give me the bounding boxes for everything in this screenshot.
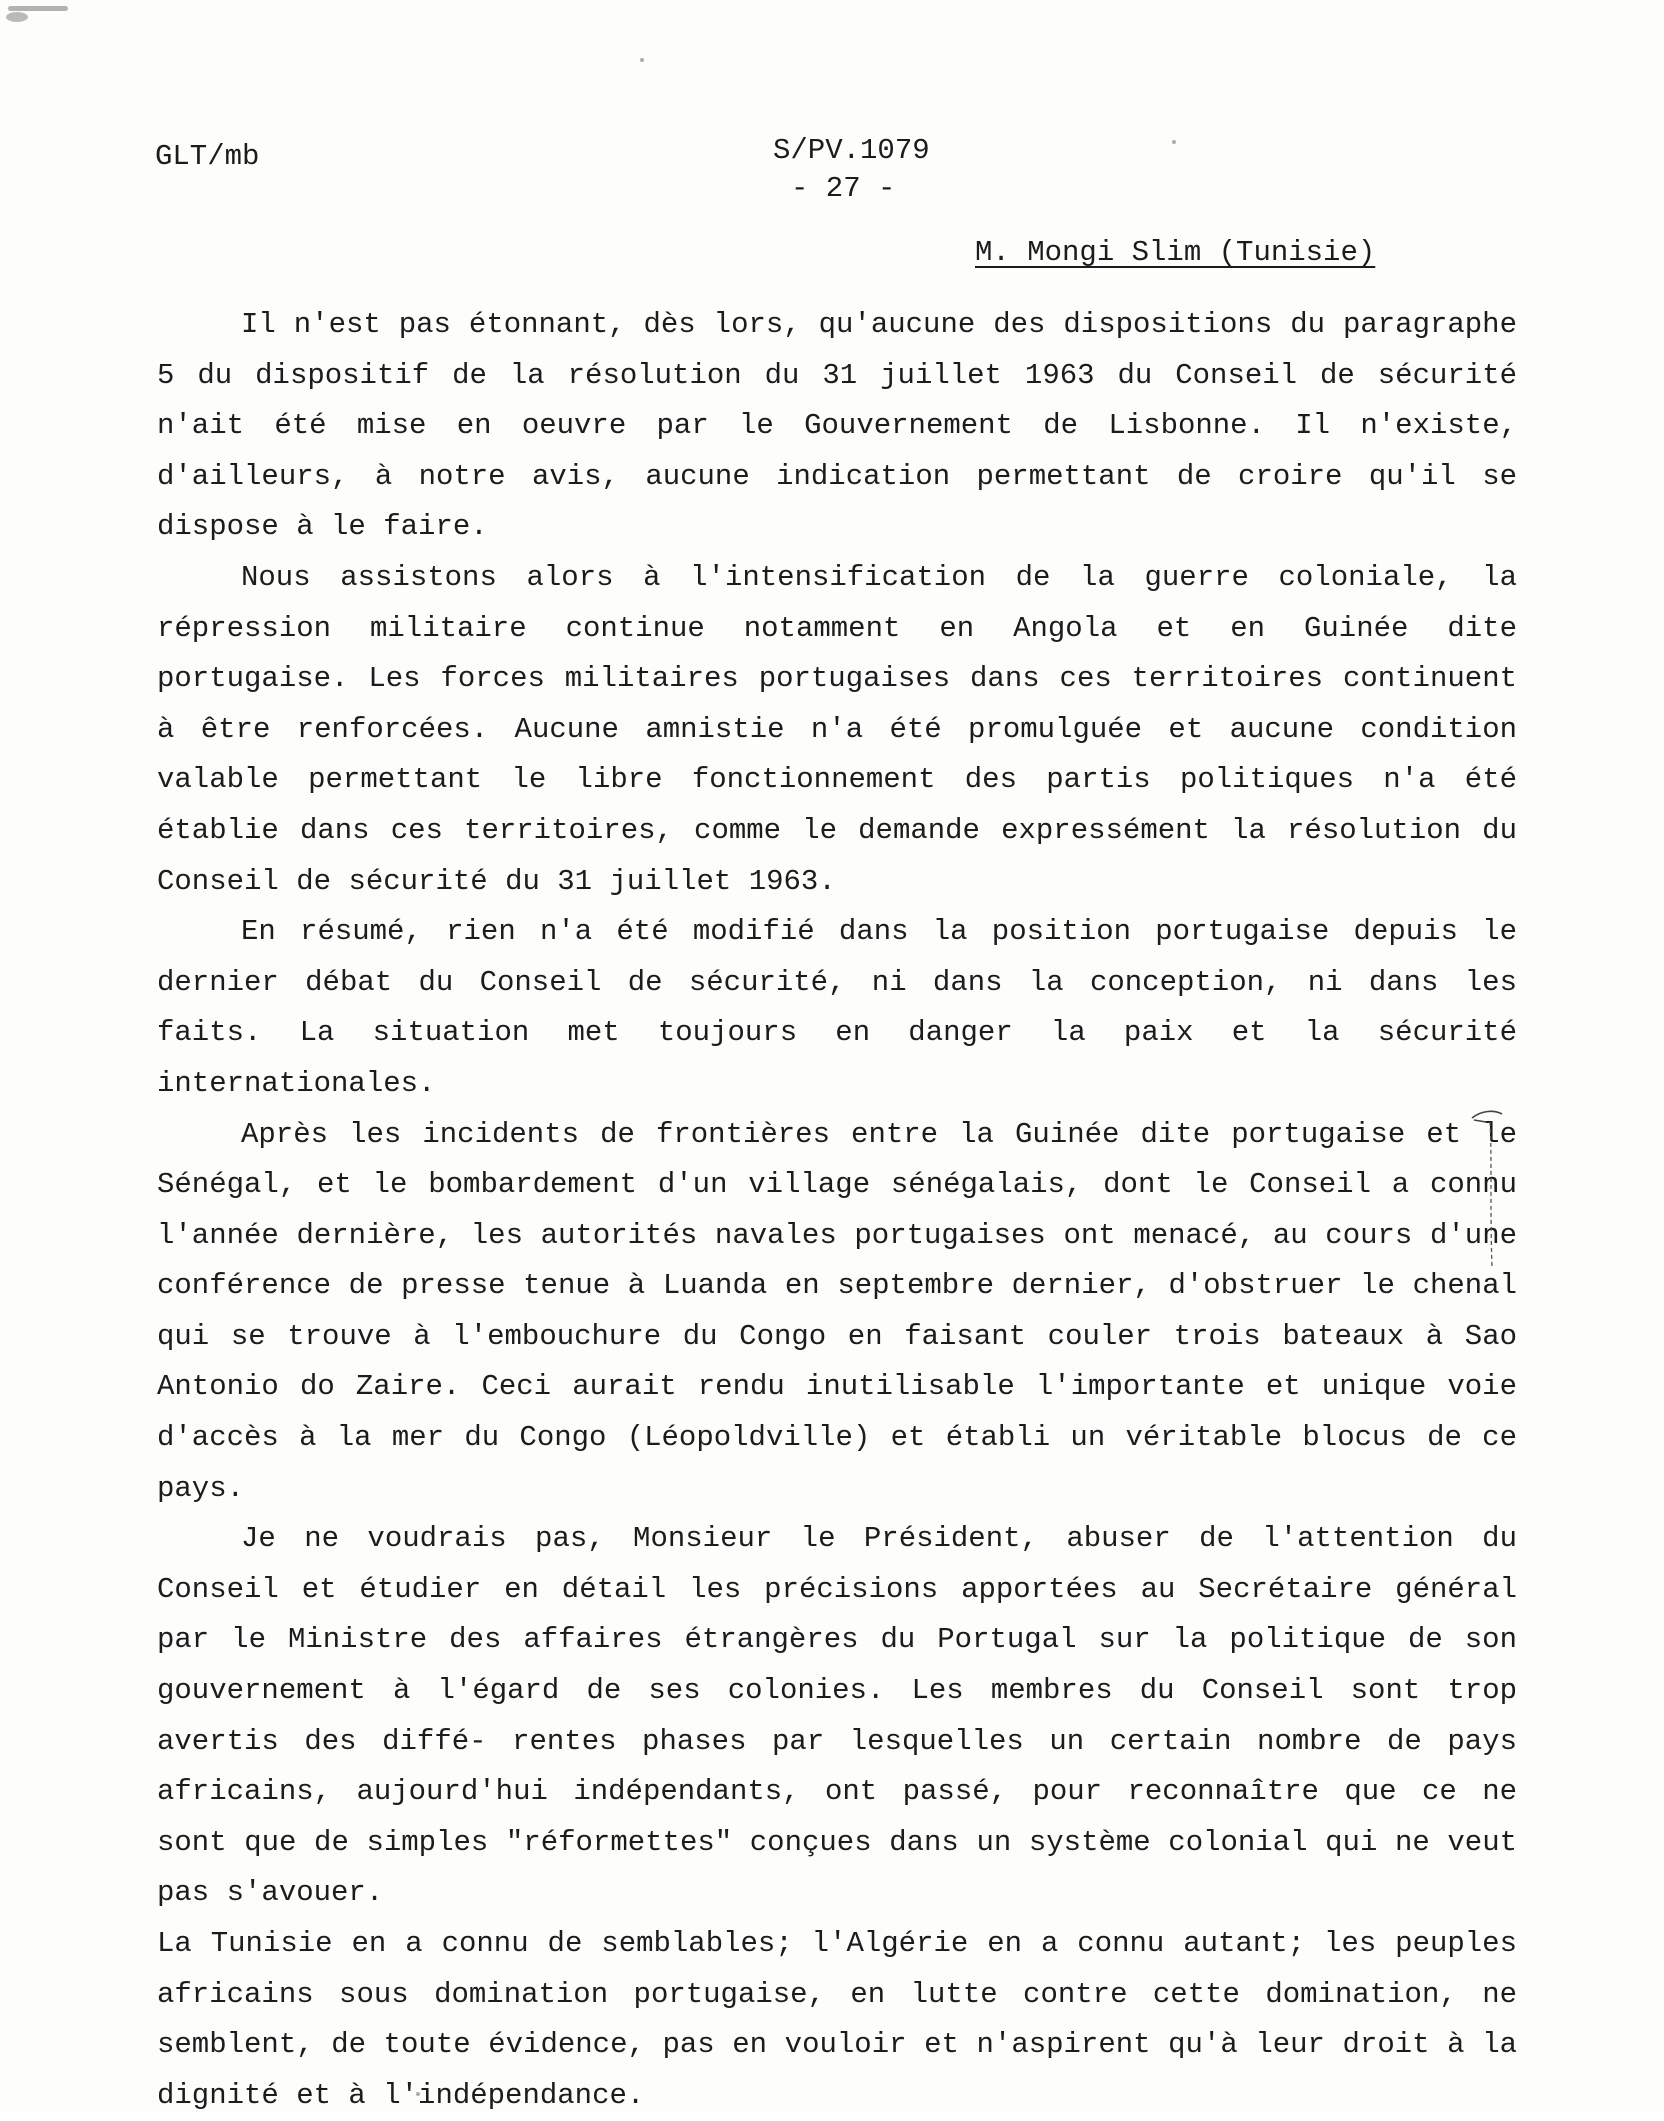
text-line: La situation met toujours en danger la paix et la sécurité internationales. — [157, 1016, 1517, 1100]
text-line: d'une conférence de presse tenue à Luanda en septembre dernier, d'obstruer le — [157, 1218, 1517, 1303]
text-line: la dignité et à l'indépendance. — [157, 2028, 1517, 2112]
margin-bracket-mark — [1470, 1108, 1504, 1280]
page-number: - 27 - — [791, 172, 896, 205]
document-symbol: S/PV.1079 — [773, 134, 930, 167]
text-line: Les forces militaires portugaises dans ces territoires continuent à être — [157, 662, 1518, 746]
text-line: Ministre des affaires étrangères du Portugal sur la politique de son gouvernement — [157, 1623, 1517, 1708]
text-line: été mise en oeuvre par le Gouvernement de Lisbonne. Il n'existe, d'ailleurs, — [157, 409, 1517, 493]
paragraph — [157, 300, 1517, 553]
document-body — [157, 300, 1517, 2121]
scan-speck — [640, 58, 644, 62]
scan-speck — [6, 12, 28, 22]
text-line: indépendants, ont passé, pour reconnaître que ce ne sont que de simples — [157, 1775, 1518, 1859]
text-line: En résumé, rien n'a été modifié dans la position portugaise depuis le — [241, 915, 1517, 949]
text-line: La Tunisie en a connu de semblables; l'Algérie en a connu autant; les peuples — [157, 1927, 1517, 1960]
paragraph — [157, 907, 1517, 1109]
text-line: à notre avis, aucune indication permettant de croire qu'il se dispose à le faire. — [157, 459, 1518, 544]
scan-speck — [8, 6, 68, 11]
text-line: rentes phases par lesquelles un certain nombre de pays africains, aujourd'hui — [157, 1724, 1517, 1809]
text-line: renforcées. Aucune amnistie n'a été promulguée et aucune condition valable — [157, 712, 1517, 797]
text-line: pays. — [157, 1471, 245, 1505]
text-line: africains sous domination portugaise, en lutte contre cette domination, ne — [157, 1977, 1517, 2011]
text-line: dernier débat du Conseil de sécurité, ni dans la conception, ni dans les faits. — [157, 965, 1517, 1050]
text-line: ces territoires, comme le demande expressément la résolution du Conseil de — [157, 813, 1517, 898]
text-line: Je ne voudrais pas, Monsieur le Président, abuser de l'attention du Conseil — [157, 1522, 1517, 1606]
paragraph — [157, 553, 1517, 907]
text-line: à l'égard de ses colonies. Les membres du Conseil sont trop avertis des diffé- — [157, 1674, 1517, 1758]
document-reference: GLT/mb — [155, 140, 260, 173]
text-line: et étudier en détail les précisions apportées au Secrétaire général par le — [157, 1572, 1517, 1657]
text-line: Sénégal, et le bombardement d'un village sénégalais, dont le Conseil a connu — [157, 1168, 1517, 1202]
text-line: voie d'accès à la mer du Congo (Léopoldville) et établi un véritable blocus de ce — [157, 1370, 1517, 1455]
text-line: du dispositif de la résolution du 31 juillet 1963 du Conseil de sécurité n'ait — [157, 358, 1517, 443]
text-line: permettant le libre fonctionnement des partis politiques n'a été établie dans — [157, 763, 1518, 847]
text-line: répression militaire continue notamment en Angola et en Guinée dite portugaise. — [157, 611, 1517, 696]
paragraph — [157, 1110, 1517, 1515]
scan-speck — [1172, 140, 1176, 144]
text-line: sécurité du 31 juillet 1963. — [348, 864, 836, 898]
text-line: semblent, de toute évidence, pas en vouloir et n'aspirent qu'à leur droit à — [157, 2028, 1465, 2062]
text-line: chenal qui se trouve à l'embouchure du Congo en faisant couler trois bateaux — [157, 1269, 1517, 1353]
text-line: l'année dernière, les autorités navales portugaises ont menacé, au cours — [157, 1218, 1413, 1252]
paragraph — [157, 1514, 1517, 1919]
text-line: "réformettes" conçues dans un système colonial qui ne veut pas s'avouer. — [157, 1825, 1517, 1910]
text-line: Il n'est pas étonnant, dès lors, qu'aucune des dispositions du paragraphe 5 — [157, 308, 1517, 392]
text-line: Nous assistons alors à l'intensification de la guerre coloniale, la — [241, 560, 1517, 594]
speaker-heading: M. Mongi Slim (Tunisie) — [975, 236, 1376, 269]
text-line: à Sao Antonio do Zaire. Ceci aurait rendu inutilisable l'importante et unique — [157, 1319, 1518, 1404]
paragraph — [157, 1919, 1517, 2121]
text-line: Après les incidents de frontières entre la Guinée dite portugaise et le — [241, 1117, 1517, 1151]
